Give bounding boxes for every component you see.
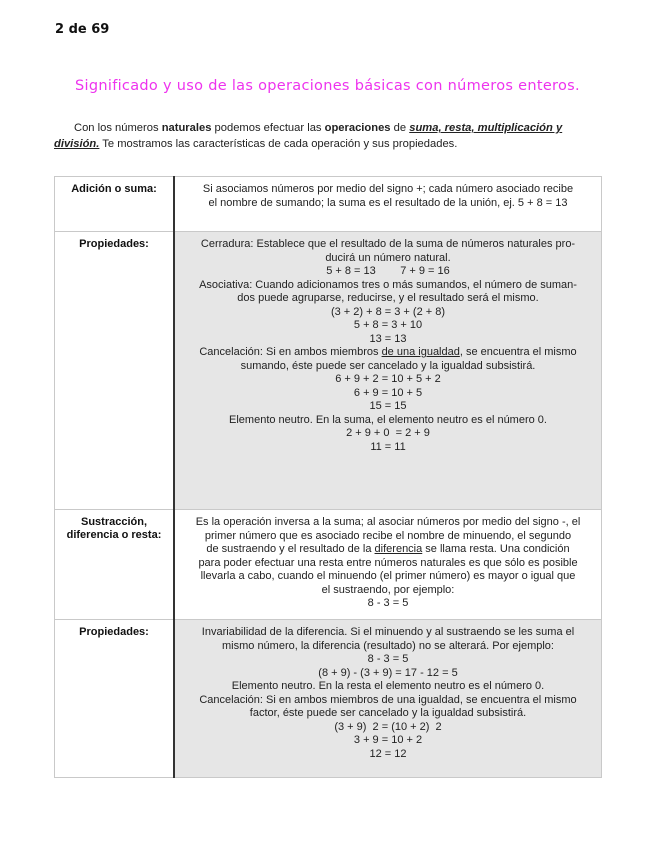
table-row: [55, 510, 602, 620]
text-line: 8 - 3 = 5: [367, 653, 409, 665]
text-line: (3 + 2) + 8 = 3 + (2 + 8): [330, 305, 446, 318]
row-content-propiedades-suma: [174, 232, 602, 510]
text-line: Cerradura: Establece que el resultado de la suma de números naturales pro-: [200, 238, 576, 250]
text-line: Elemento neutro. En la suma, el elemento neutro es el número 0.: [229, 413, 547, 426]
intro-text-4: Te mostramos las características de cada operación y sus propiedades.: [99, 138, 458, 150]
text-line: para poder efectuar una resta entre números naturales es que sólo es posible: [198, 556, 578, 569]
intro-text-3: de: [390, 122, 410, 134]
text-line: 2 + 9 + 0 = 2 + 9: [346, 427, 430, 439]
table-row: [55, 177, 602, 232]
label-text: Sustracción, diferencia o resta:: [66, 516, 162, 541]
operations-table: [54, 176, 602, 778]
text-fragment: Cancelación: Si en ambos miembros: [199, 346, 382, 358]
text-line: el sustraendo, por ejemplo:: [321, 583, 455, 596]
text-line: el nombre de sumando; la suma es el resultado de la unión, ej. 5 + 8 = 13: [208, 196, 568, 209]
table-row: [55, 232, 602, 510]
text-fragment: , se encuentra el mismo: [459, 346, 577, 358]
text-line: Invariabilidad de la diferencia. Si el minuendo y al sustraendo se les suma el: [201, 626, 575, 638]
row-label-propiedades-resta: Propiedades:: [55, 620, 175, 778]
text-line: (3 + 9) 2 = (10 + 2) 2: [334, 720, 442, 733]
text-line: (8 + 9) - (3 + 9) = 17 - 12 = 5: [318, 666, 458, 679]
table-row: [55, 620, 602, 778]
text-line: [181, 543, 595, 557]
intro-operations-list: suma, resta, multiplicación y división.: [54, 122, 563, 150]
text-line: Es la operación inversa a la suma; al asociar números por medio del signo -, el: [195, 516, 581, 528]
intro-bold-naturales: naturales: [161, 122, 212, 134]
text-line: Asociativa: Cuando adicionamos tres o más sumandos, el número de suman-: [199, 278, 577, 291]
text-line: 15 = 15: [369, 400, 407, 412]
row-label-adicion: Adición o suma:: [55, 177, 175, 232]
underlined-term: diferencia: [374, 543, 423, 555]
intro-text-1: Con los números: [74, 122, 162, 134]
text-line: factor, éste puede ser cancelado y la igualdad subsistirá.: [249, 707, 527, 719]
text-fragment: se llama resta. Una condición: [422, 543, 570, 555]
text-line: Si asociamos números por medio del signo +; cada número asociado recibe: [202, 183, 574, 195]
text-line: 6 + 9 = 10 + 5: [353, 386, 423, 399]
text-line: 6 + 9 + 2 = 10 + 5 + 2: [335, 373, 441, 385]
intro-bold-operaciones: operaciones: [324, 122, 391, 134]
text-line: 8 - 3 = 5: [367, 597, 409, 609]
text-line: Elemento neutro. En la resta el elemento neutro es el número 0.: [231, 680, 545, 692]
row-content-adicion: [174, 177, 602, 232]
text-line: mismo número, la diferencia (resultado) no se alterará. Por ejemplo:: [222, 639, 554, 652]
text-line: sumando, éste puede ser cancelado y la igualdad subsistirá.: [240, 359, 536, 372]
text-line: 11 = 11: [370, 440, 406, 453]
page-title: Significado y uso de las operaciones básicas con números enteros.: [75, 78, 580, 94]
text-line: 3 + 9 = 10 + 2: [353, 734, 423, 746]
text-fragment: de sustraendo y el resultado de la: [206, 543, 375, 555]
row-label-propiedades-suma: Propiedades:: [55, 232, 175, 510]
text-line: ducirá un número natural.: [325, 251, 451, 264]
intro-paragraph: [54, 120, 604, 152]
text-line: llevarla a cabo, cuando el minuendo (el primer número) es mayor o igual que: [200, 570, 576, 582]
text-line: dos puede agruparse, reducirse, y el resultado será el mismo.: [237, 292, 539, 304]
text-line: 13 = 13: [369, 332, 407, 345]
row-content-propiedades-resta: [174, 620, 602, 778]
intro-text-2: podemos efectuar las: [211, 122, 325, 134]
text-line: 5 + 8 = 3 + 10: [353, 319, 423, 331]
text-line: 5 + 8 = 13 7 + 9 = 16: [326, 265, 450, 277]
text-line: [181, 346, 595, 360]
page-number: 2 de 69: [55, 22, 110, 37]
row-label-sustraccion: [55, 510, 175, 620]
text-line: Cancelación: Si en ambos miembros de una igualdad, se encuentra el mismo: [199, 693, 577, 706]
text-line: primer número que es asociado recibe el nombre de minuendo, el segundo: [204, 529, 572, 542]
underlined-term: de una igualdad: [381, 346, 460, 358]
row-content-sustraccion: [174, 510, 602, 620]
text-line: 12 = 12: [369, 747, 407, 760]
